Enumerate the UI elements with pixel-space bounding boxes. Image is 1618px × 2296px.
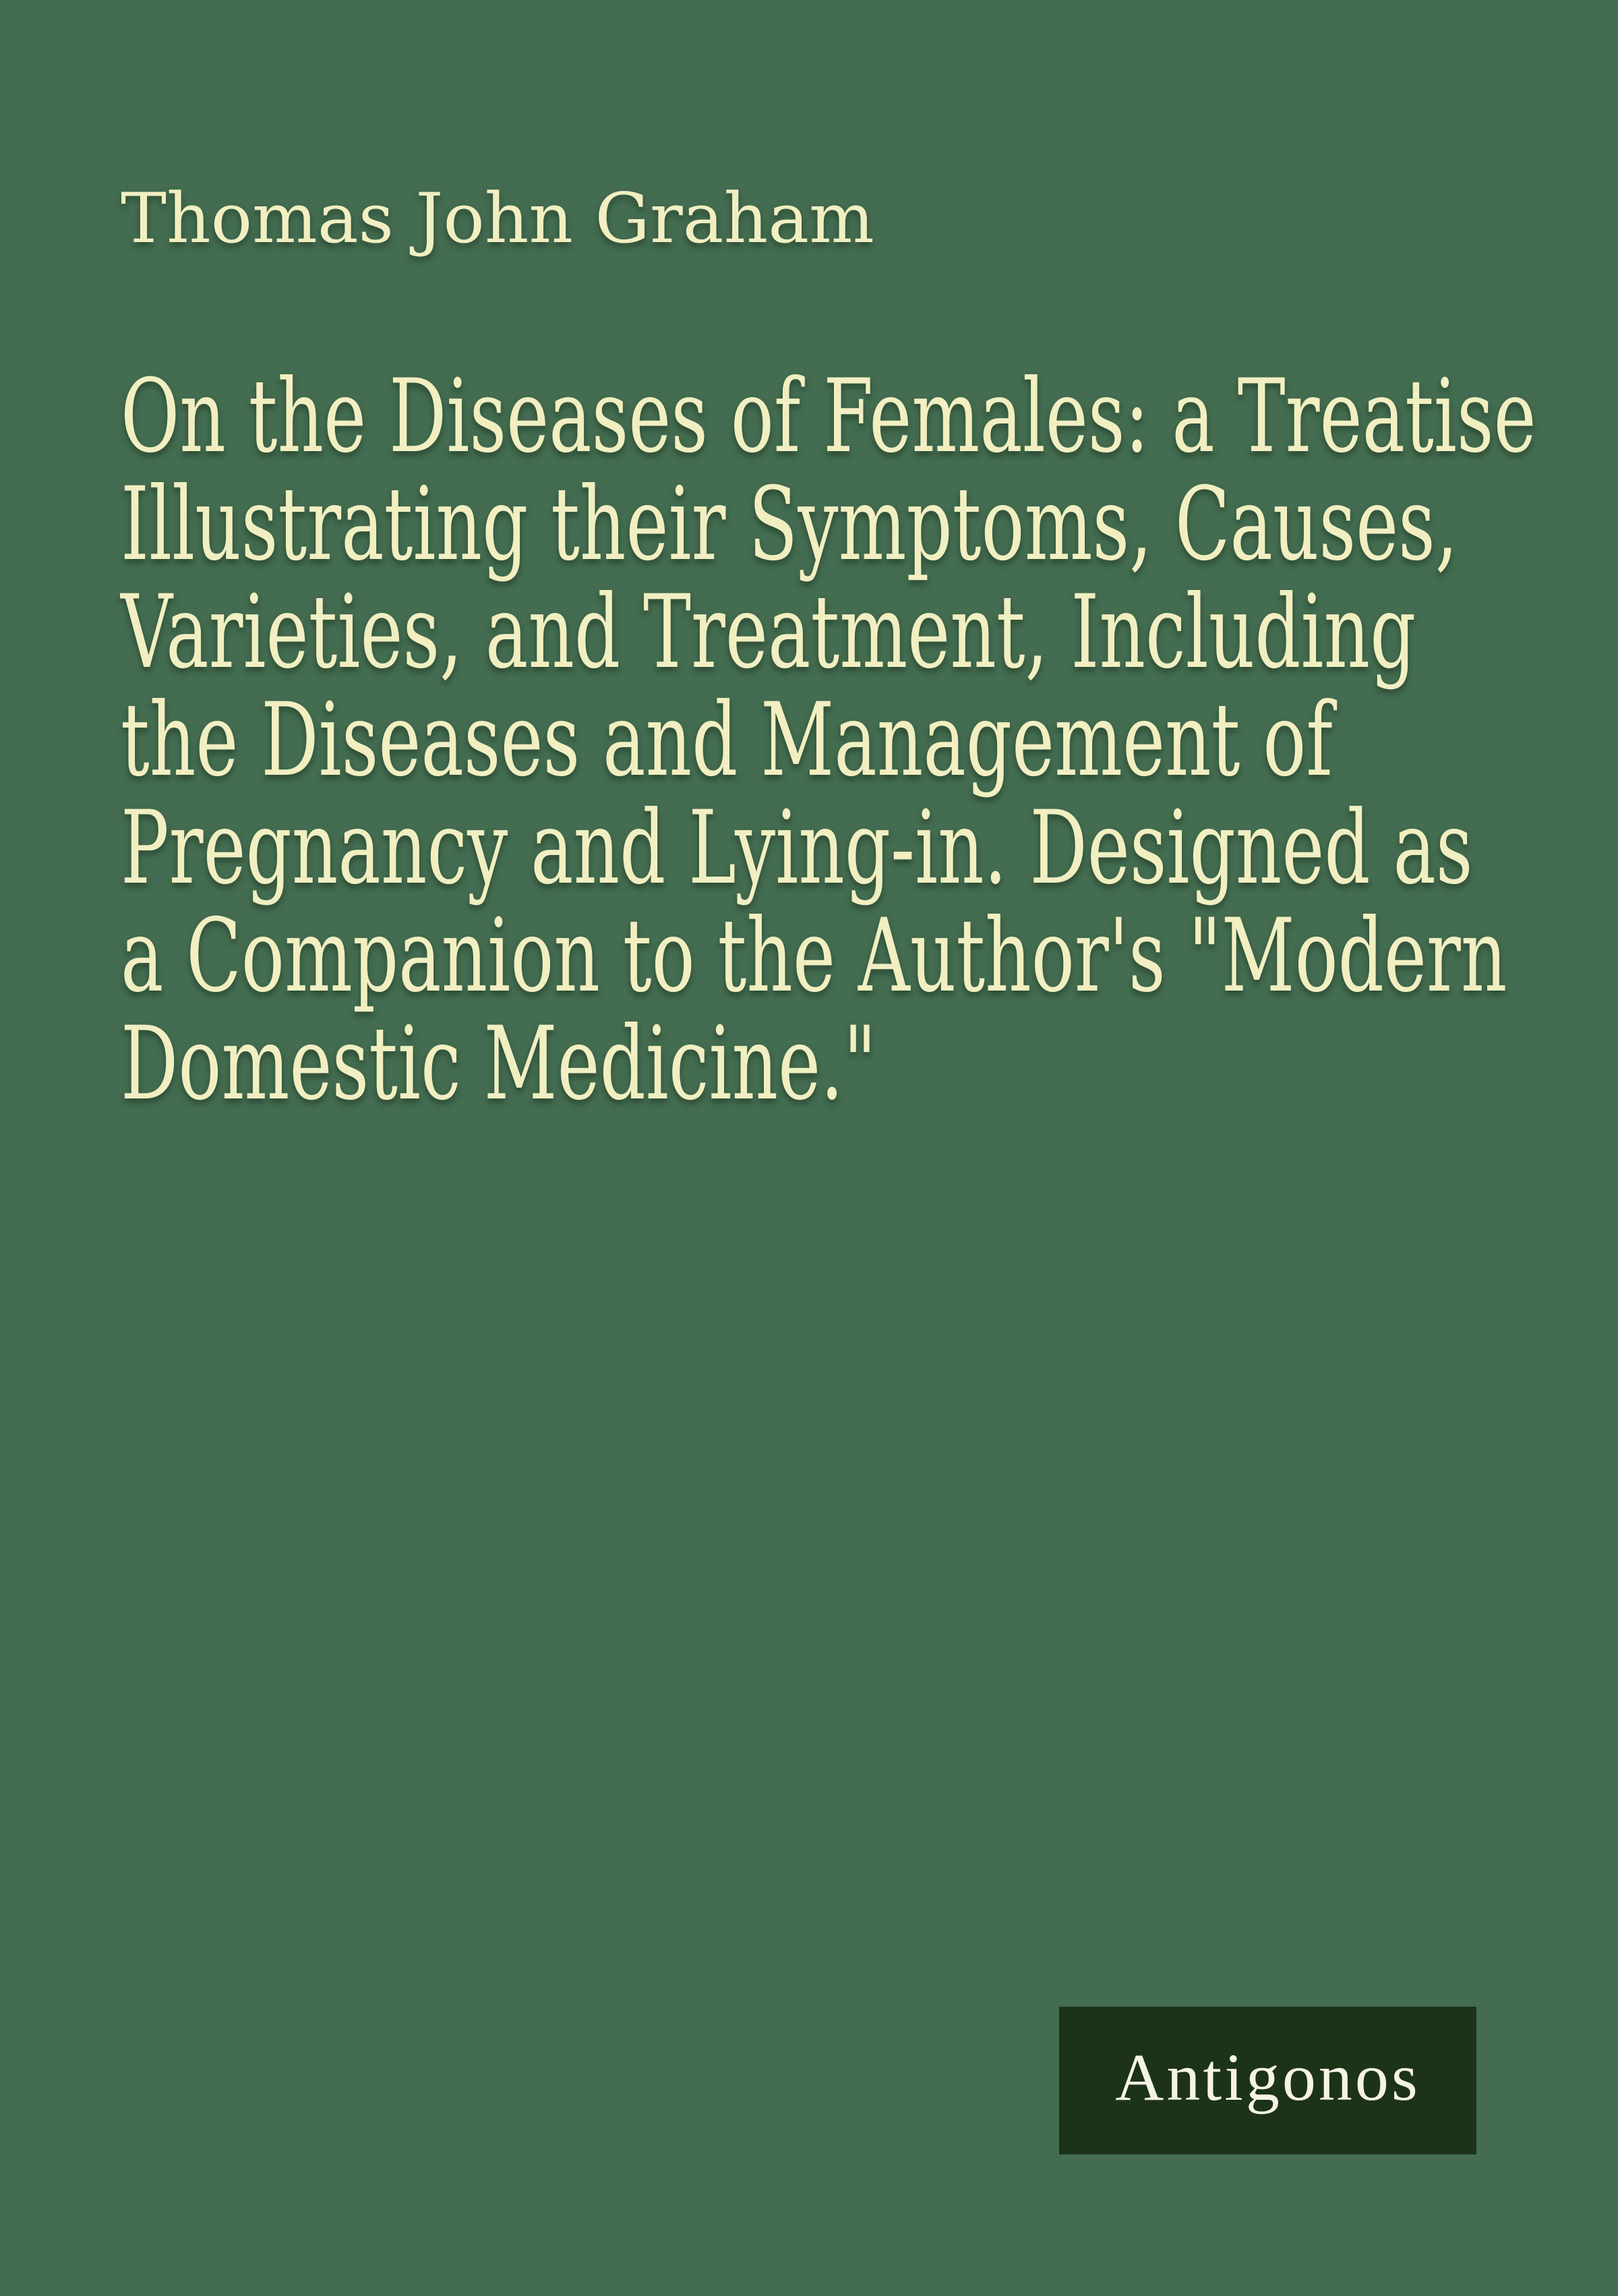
title-line: Domestic Medicine." [121, 1005, 877, 1123]
title-line: Pregnancy and Lying-in. Designed as [121, 790, 1473, 907]
author-name: Thomas John Graham [121, 179, 874, 259]
title-line: On the Diseases of Females: a Treatise [121, 358, 1536, 475]
title-line: a Companion to the Author's "Modern [121, 897, 1507, 1015]
publisher-logo [1059, 2007, 1476, 2154]
title-line: Illustrating their Symptoms, Causes, [121, 466, 1458, 583]
title-line: the Diseases and Management of [121, 682, 1333, 799]
book-title [121, 358, 1536, 1123]
title-line: Varieties, and Treatment, Including [121, 574, 1416, 691]
publisher-name: Antigonos [1115, 2040, 1420, 2115]
